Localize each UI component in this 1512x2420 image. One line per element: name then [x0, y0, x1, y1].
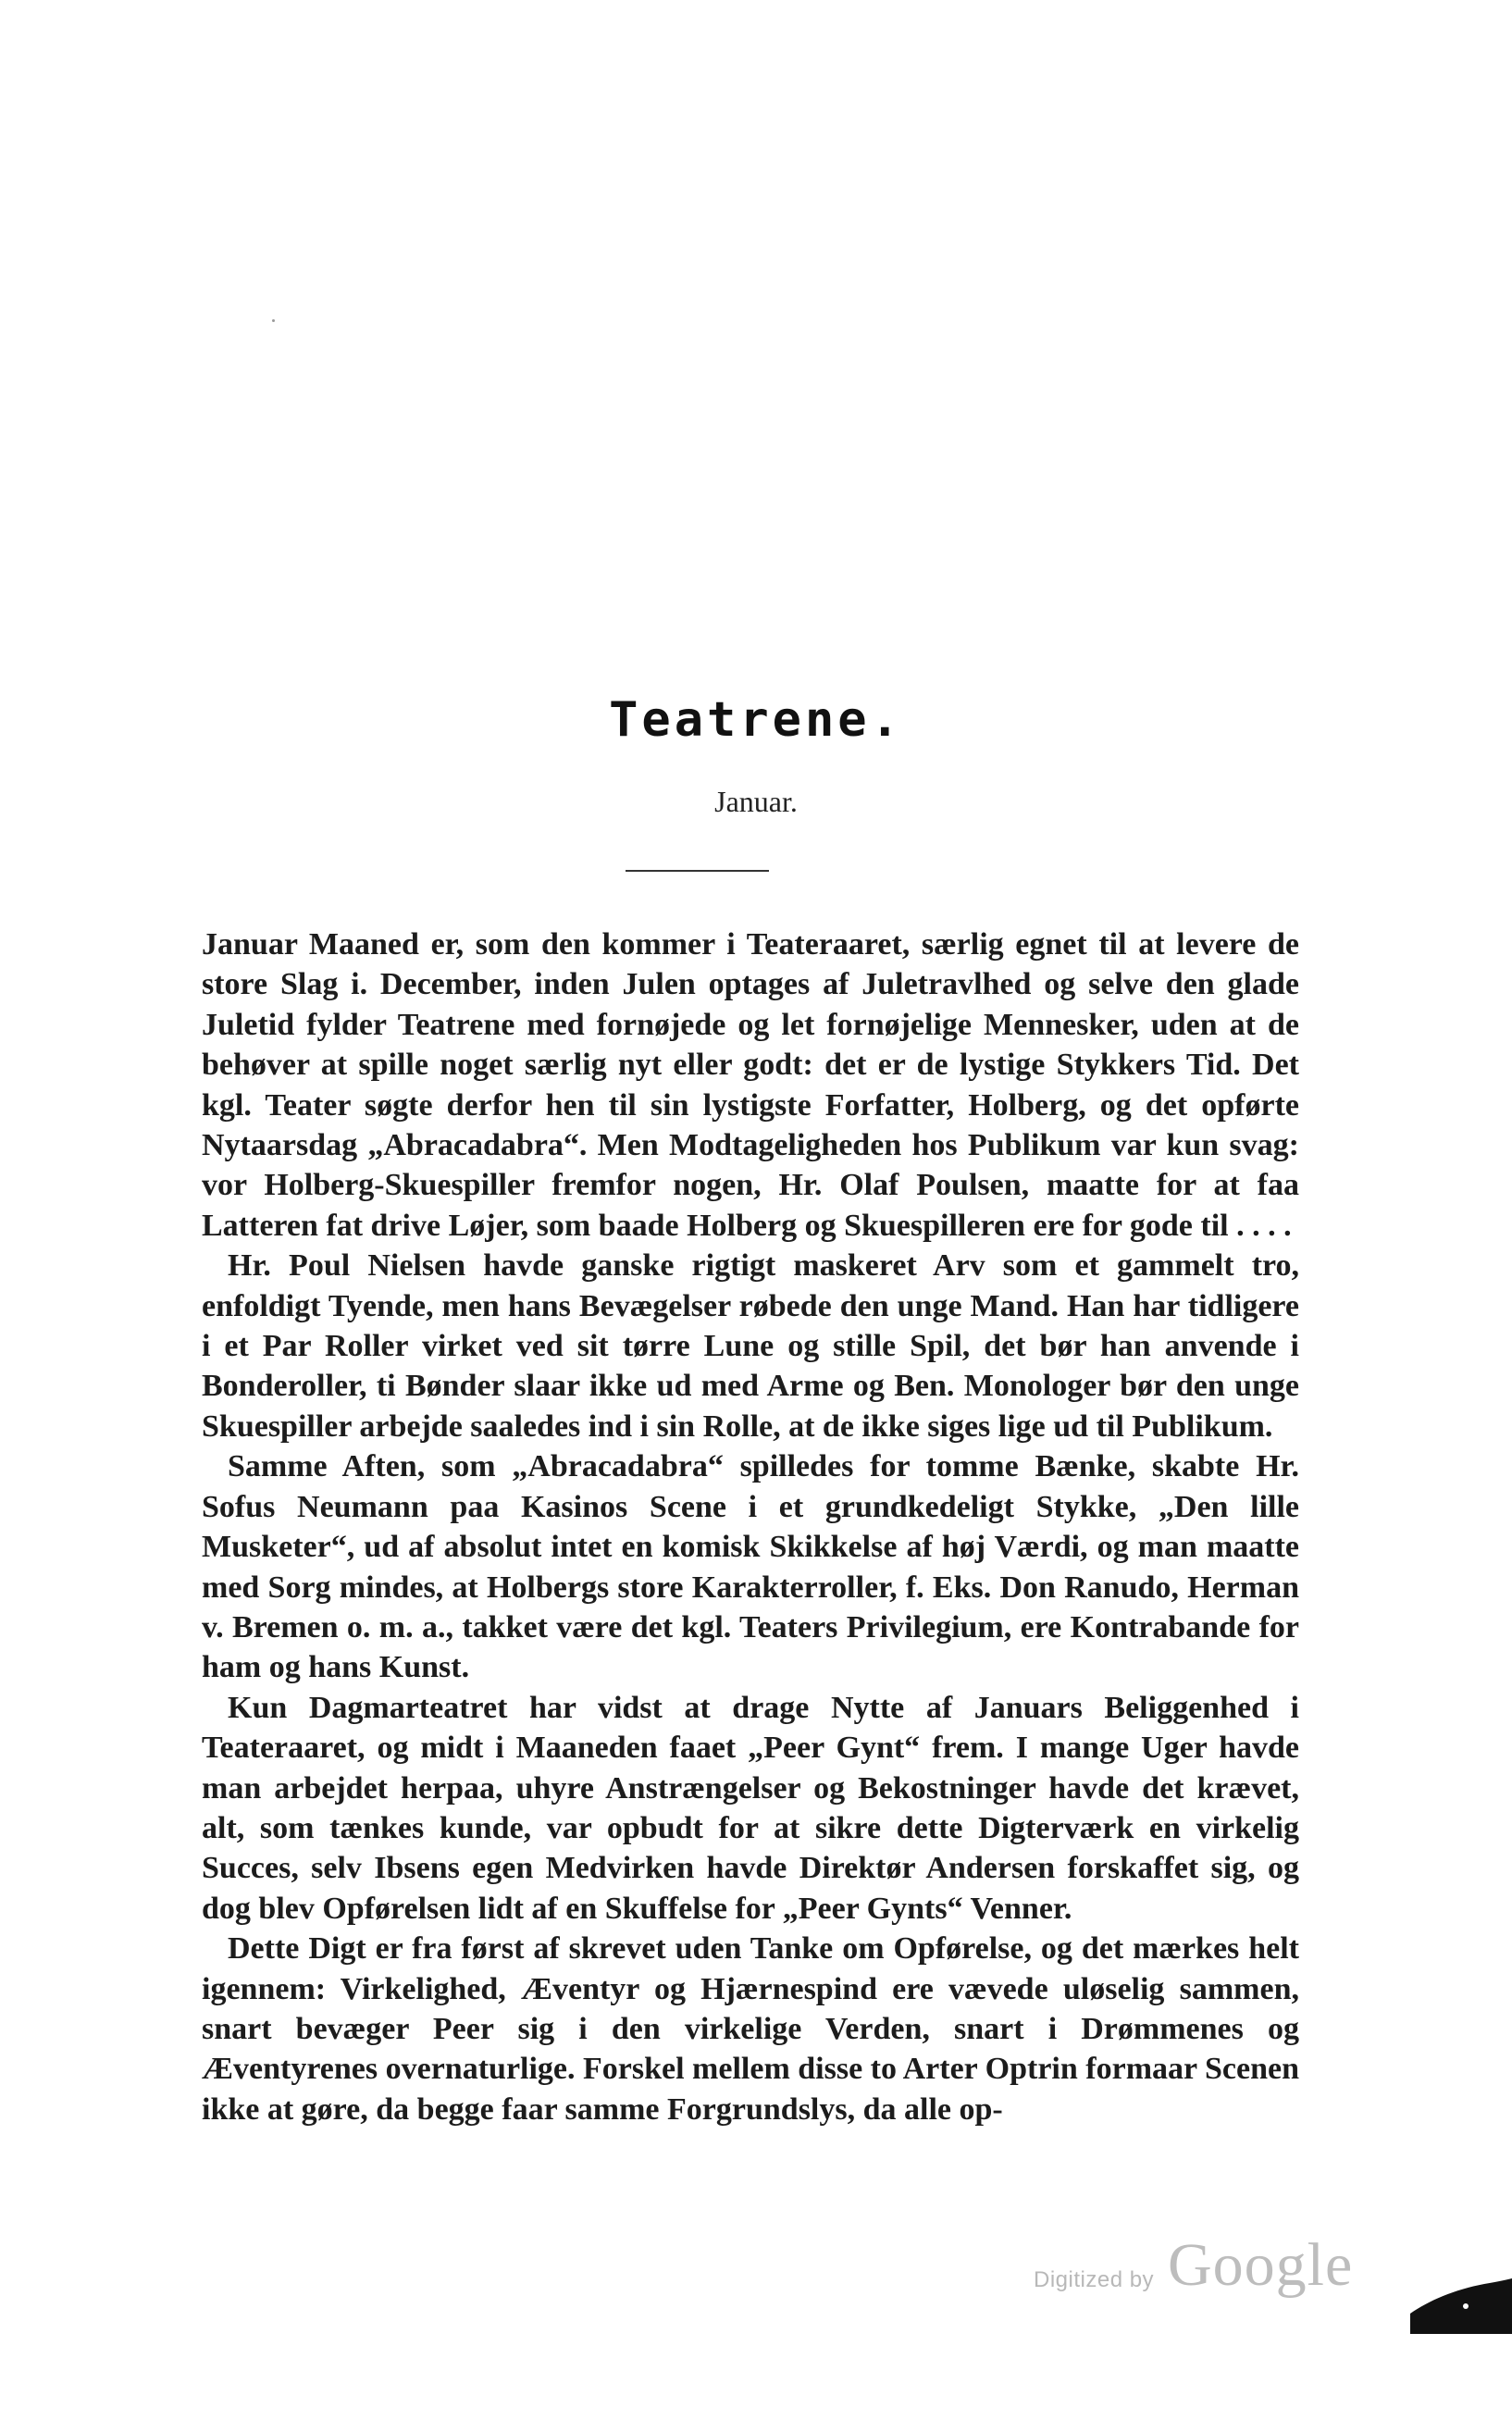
paragraph-3: Samme Aften, som „Abracadabra“ spilledes for tomme Bænke, skabte Hr. Sofus Neumann paa Kasinos Scene i et grundkedeligt Stykke, „Den lille Musketer“, ud af absolut intet en komisk Skikkelse af høj Værdi, og man maatte med Sorg mindes, at Holbergs store Karakterroller, f. Eks. Don Ranudo, Herman v. Bremen o. m. a., takket være det kgl. Teaters Privilegium, ere Kontrabande for ham og hans Kunst. [202, 1449, 1299, 1685]
google-watermark: Google [1168, 2231, 1354, 2299]
paragraph-5: Dette Digt er fra først af skrevet uden Tanke om Opførelse, og det mærkes helt igennem: Virkelighed, Æventyr og Hjærnespind ere vævede uløselig sammen, snart bevæger Peer sig i den virkelige Verden, snart i Drømmenes og Æventyrenes overnaturlige. Forskel mellem disse to Arter Optrin formaar Scenen ikke at gøre, da begge faar samme Forgrundslys, da alle op- [202, 1931, 1299, 2127]
page-subtitle: Januar. [714, 785, 798, 818]
paragraph-2: Hr. Poul Nielsen havde ganske rigtigt maskeret Arv som et gammelt tro, enfoldigt Tyende, men hans Bevægelser røbede den unge Mand. Han har tidligere i et Par Roller virket ved sit tørre Lune og stille Spil, det bør han anvende i Bonderoller, ti Bønder slaar ikke ud med Arme og Ben. Monologer bør den unge Skuespiller arbejde saaledes ind i sin Rolle, at de ikke siges lige ud til Publikum. [202, 1248, 1299, 1444]
paragraph-4: Kun Dagmarteatret har vidst at drage Nytte af Januars Beliggenhed i Teateraaret, og midt i Maaneden faaet „Peer Gynt“ frem. I mange Uger havde man arbejdet herpaa, uhyre Anstrængelser og Bekostninger havde det krævet, alt, som tænkes kunde, var opbudt for at sikre dette Digterværk en virkelig Succes, selv Ibsens egen Medvirken havde Direktør Andersen forskaffet sig, og dog blev Opførelsen lidt af en Skuffelse for „Peer Gynts“ Venner. [202, 1690, 1299, 1926]
article-body [202, 925, 1299, 2129]
page-corner-mark-icon [1410, 2269, 1512, 2334]
page-title: Teatrene. [609, 692, 903, 748]
paragraph-1: Januar Maaned er, som den kommer i Teateraaret, særlig egnet til at levere de store Slag i. December, inden Julen optages af Juletravlhed og selve den glade Juletid fylder Teatrene med fornøjede og let fornøjelige Mennesker, uden at de behøver at spille noget særlig nyt eller godt: det er de lystige Stykkers Tid. Det kgl. Teater søgte derfor hen til sin lystigste Forfatter, Holberg, og det opførte Nytaarsdag „Abracadabra“. Men Modtageligheden hos Publikum var kun svag: vor Holberg-Skuespiller fremfor nogen, Hr. Olaf Poulsen, maatte for at faa Latteren fat drive Løjer, som baade Holberg og Skuespilleren ere for gode til . . . . [202, 927, 1299, 1243]
title-divider [626, 870, 769, 872]
digitized-by-label: Digitized by [1034, 2267, 1155, 2292]
paper-speck [272, 319, 275, 322]
